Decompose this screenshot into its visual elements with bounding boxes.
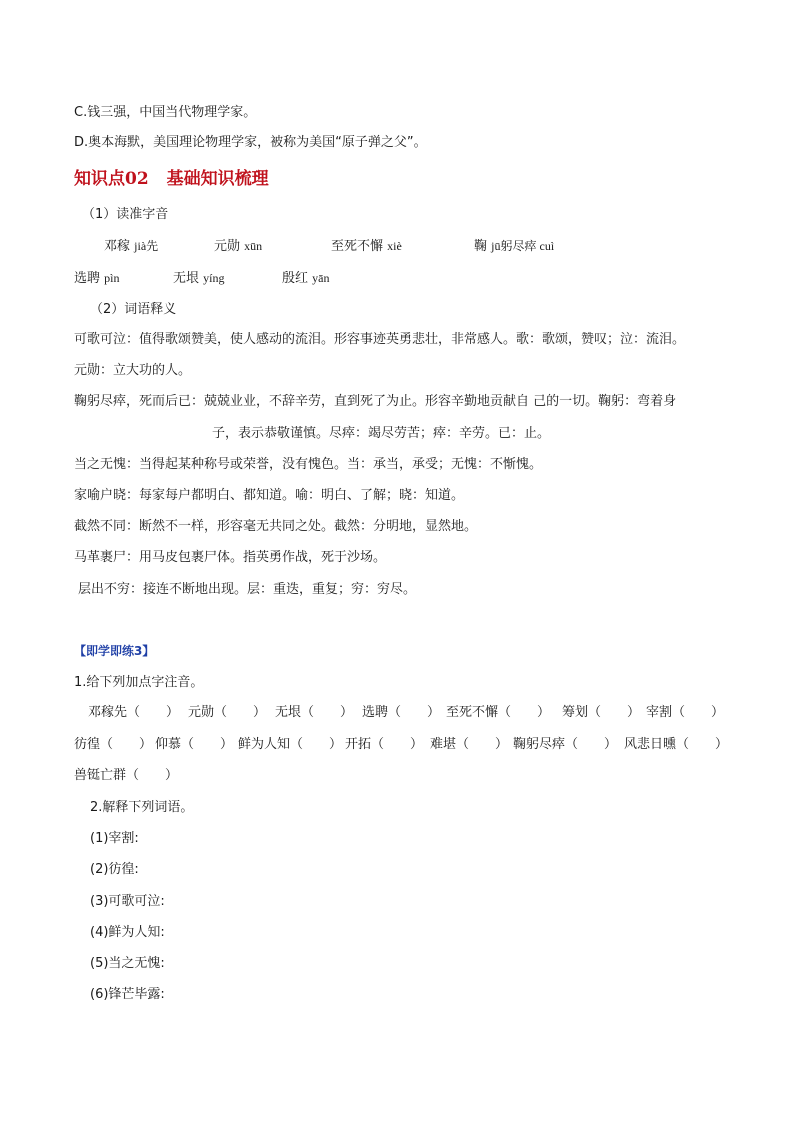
pron-word: 选聘 — [74, 271, 101, 286]
q2-item: (4)鲜为人知: — [90, 925, 165, 940]
question-2: 2.解释下列词语。 — [90, 800, 194, 815]
vocab-item: 家喻户晓：每家每户都明白、都知道。喻：明白、了解；晓：知道。 — [74, 488, 465, 503]
pron-word: 元勋 — [214, 239, 241, 254]
pron-item — [282, 269, 329, 288]
pron-item — [331, 237, 402, 256]
vocab-item: 层出不穷：接连不断地出现。层：重迭，重复；穷：穷尽。 — [78, 582, 417, 597]
pron-word: 无垠 — [173, 271, 200, 286]
q1-item: 宰割（ ） — [646, 705, 725, 720]
q1-item: 风悲日曛（ ） — [624, 737, 729, 752]
pron-pinyin: xiè — [387, 239, 402, 253]
q1-item: 元勋（ ） — [188, 705, 267, 720]
vocab-item: 鞠躬尽瘁，死而后已：兢兢业业，不辞辛劳，直到死了为止。形容辛勤地贡献自 己的一切。鞠躬：弯着身 — [74, 394, 677, 409]
q1-item: 至死不懈（ ） — [446, 705, 551, 720]
vocab-item-continued: 子，表示恭敬谨慎。尽瘁：竭尽劳苦；瘁：辛劳。已：止。 — [212, 426, 551, 441]
section-title: 基础知识梳理 — [166, 169, 269, 189]
q1-item: 筹划（ ） — [562, 705, 641, 720]
pron-word: 鞠 — [474, 239, 488, 254]
q1-item: 鞠躬尽瘁（ ） — [513, 737, 618, 752]
pron-item — [214, 237, 262, 256]
vocab-item: 可歌可泣：值得歌颂赞美，使人感动的流泪。形容事迹英勇悲壮，非常感人。歌：歌颂，赞叹；泣：流泪。 — [74, 332, 686, 347]
vocab-item: 当之无愧：当得起某种称号或荣誉，没有愧色。当：承当，承受；无愧：不惭愧。 — [74, 457, 543, 472]
practice-label: 【即学即练3】 — [74, 644, 155, 658]
q1-item: 彷徨（ ） — [74, 737, 153, 752]
q2-item: (5)当之无愧: — [90, 956, 165, 971]
pron-word: 邓稼 — [104, 239, 131, 254]
pron-pinyin: jū躬尽瘁 cuì — [491, 239, 555, 253]
pron-item — [74, 269, 120, 288]
section-number: 知识点02 — [74, 169, 149, 189]
q1-item: 开拓（ ） — [345, 737, 424, 752]
question-1: 1.给下列加点字注音。 — [74, 675, 204, 690]
option-d: D.奥本海默，美国理论物理学家，被称为美国“原子弹之父”。 — [74, 135, 427, 150]
pron-item — [104, 237, 158, 256]
pronunciation-heading: （1）读准字音 — [82, 207, 169, 222]
q1-item: 邓稼先（ ） — [88, 705, 180, 720]
q2-item: (2)彷徨: — [90, 862, 139, 877]
pron-word: 殷红 — [282, 271, 309, 286]
q2-item: (6)锋芒毕露: — [90, 987, 165, 1002]
q1-item: 难堪（ ） — [430, 737, 509, 752]
q1-item: 鲜为人知（ ） — [238, 737, 343, 752]
pron-pinyin: pìn — [104, 271, 120, 285]
pron-item — [474, 237, 554, 256]
q1-item: 无垠（ ） — [275, 705, 354, 720]
q2-item: (1)宰割: — [90, 831, 139, 846]
pron-pinyin: yíng — [203, 271, 225, 285]
vocab-item: 截然不同：断然不一样，形容毫无共同之处。截然：分明地，显然地。 — [74, 519, 478, 534]
q1-item: 仰慕（ ） — [155, 737, 234, 752]
vocab-heading: （2）词语释义 — [90, 302, 177, 317]
pron-pinyin: xūn — [244, 239, 263, 253]
q1-item: 选聘（ ） — [362, 705, 441, 720]
vocab-item: 马革裹尸：用马皮包裹尸体。指英勇作战，死于沙场。 — [74, 550, 387, 565]
pron-item — [173, 269, 225, 288]
vocab-item: 元勋：立大功的人。 — [74, 363, 192, 378]
option-c: C.钱三强，中国当代物理学家。 — [74, 105, 257, 120]
pron-pinyin: jià先 — [134, 239, 159, 253]
section-heading — [74, 168, 269, 190]
pron-word: 至死不懈 — [331, 239, 384, 254]
pron-pinyin: yān — [312, 271, 330, 285]
q2-item: (3)可歌可泣: — [90, 894, 165, 909]
q1-item: 兽铤亡群（ ） — [74, 768, 179, 783]
